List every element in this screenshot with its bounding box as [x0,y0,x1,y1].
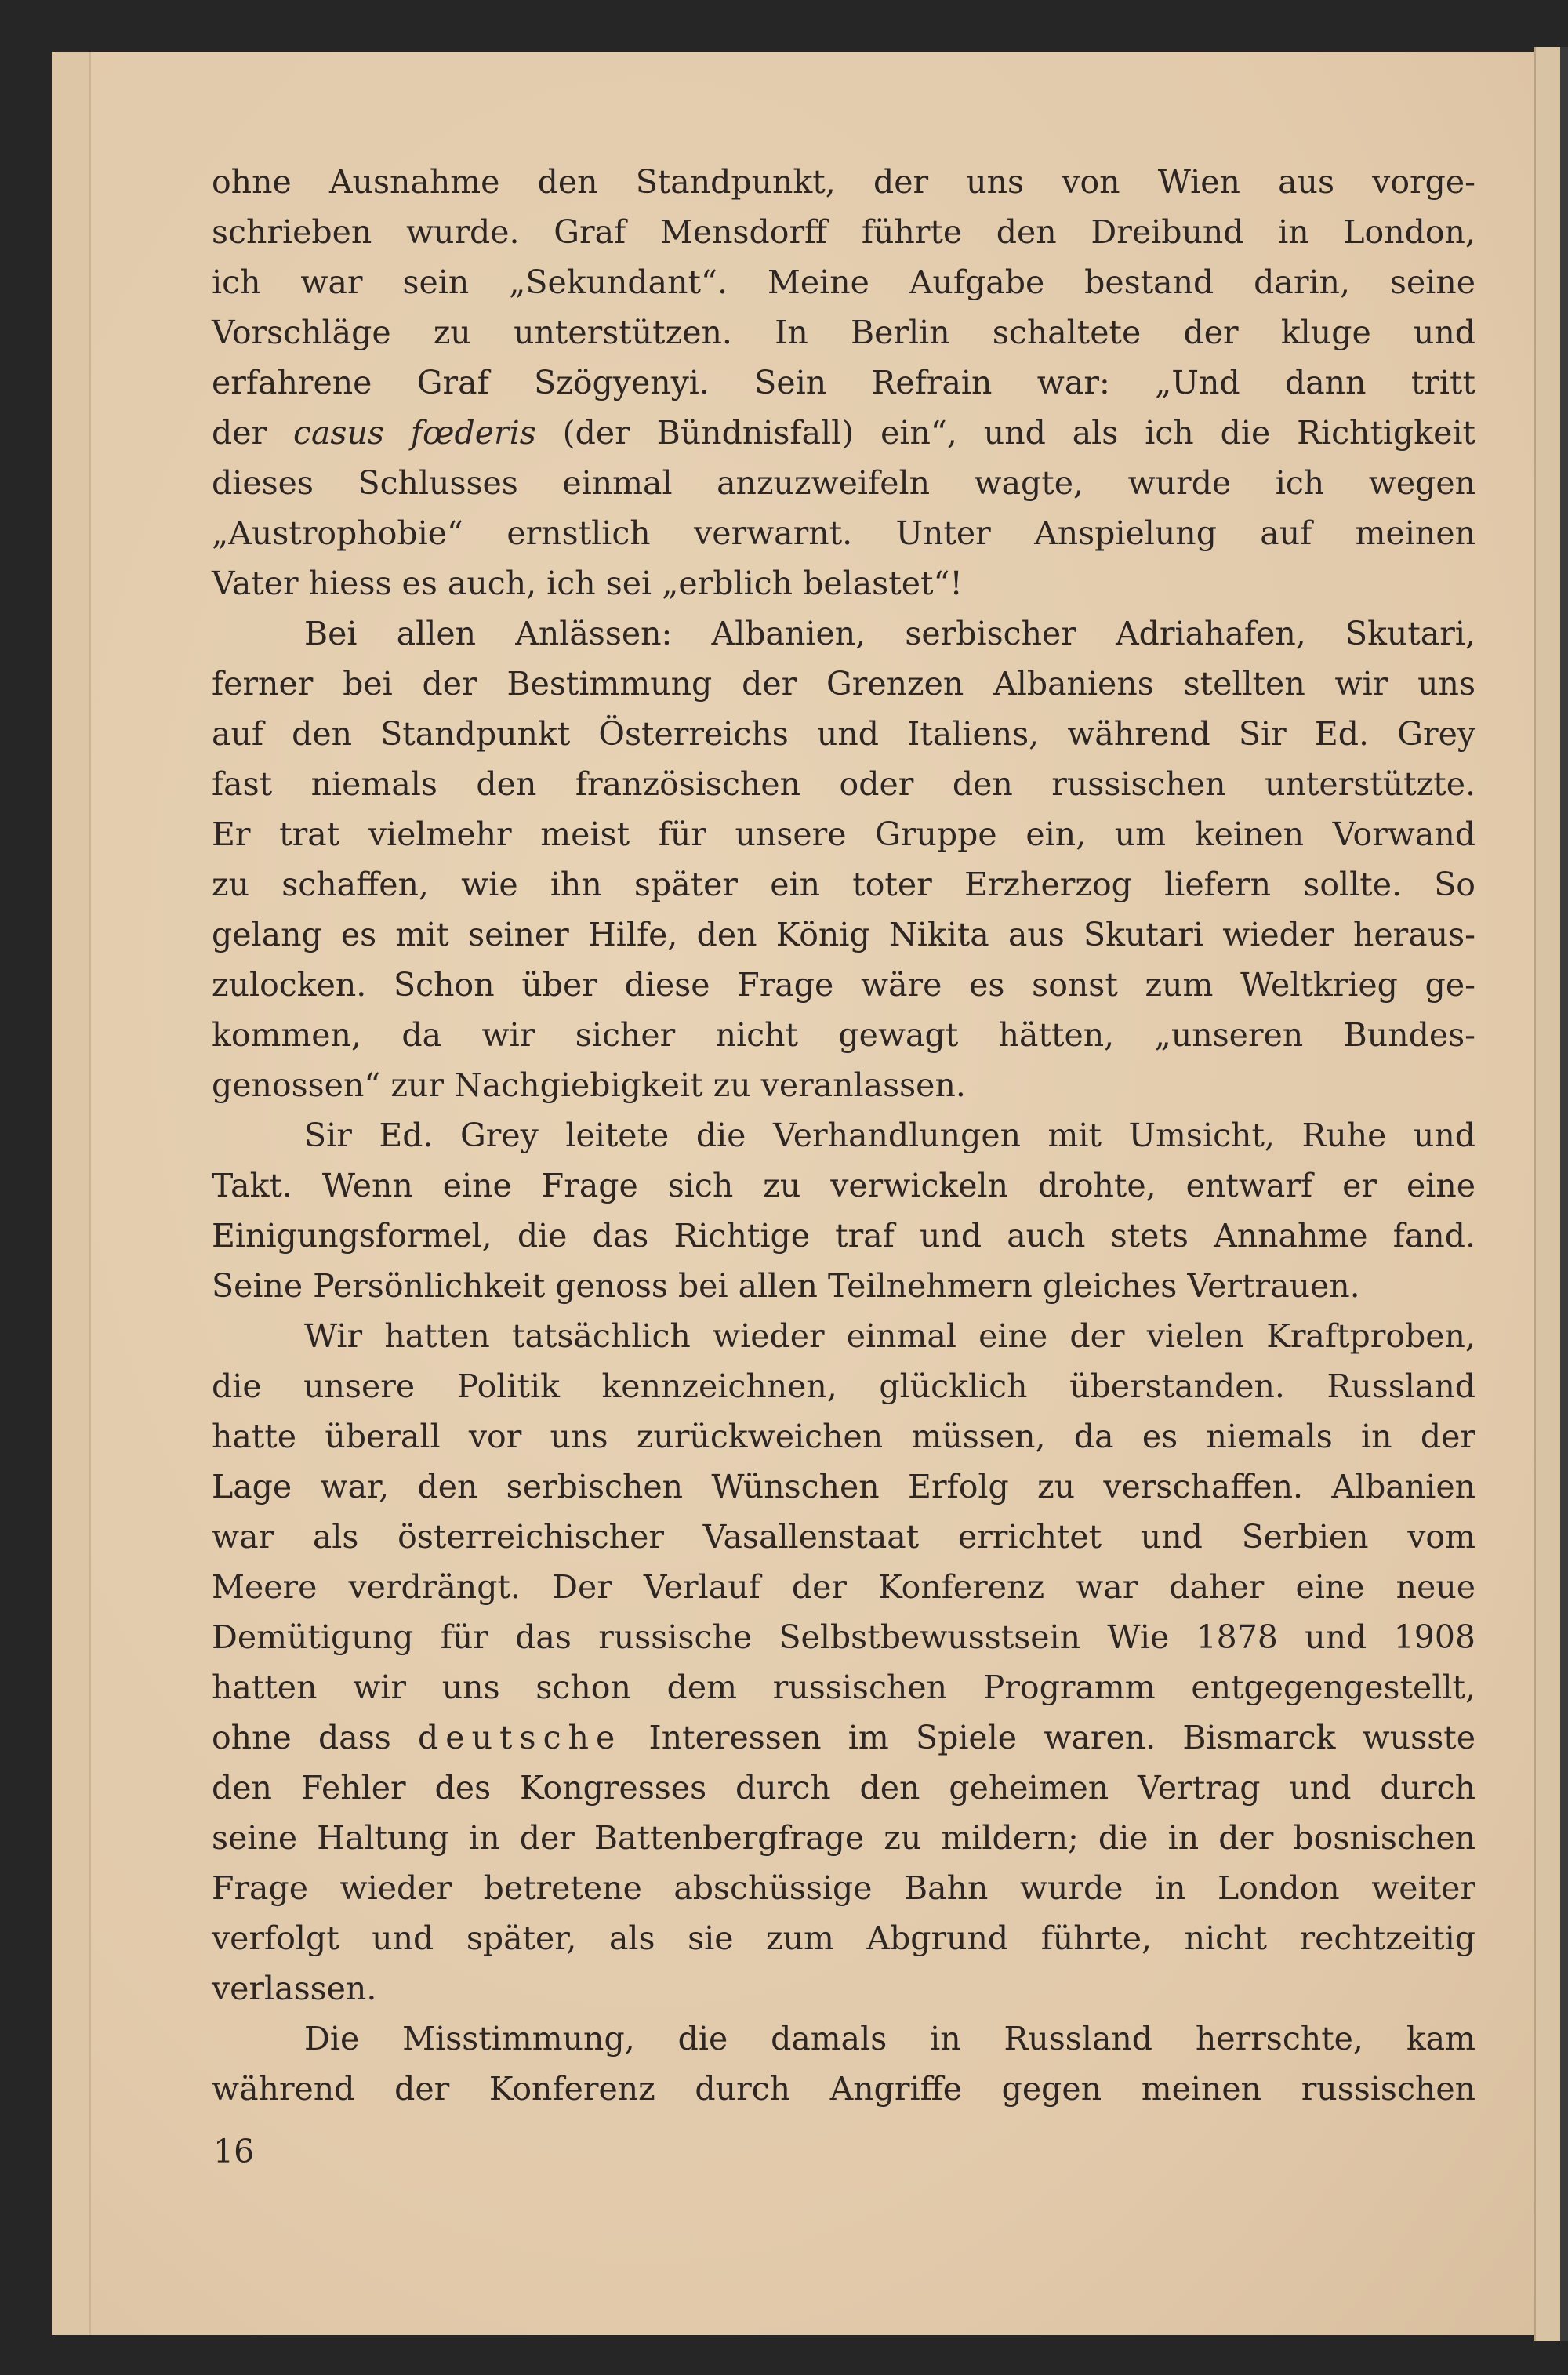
text-line: seine Haltung in der Battenbergfrage zu mildern; die in der bosnischen [212,1819,1475,1857]
text-line: fast niemals den französischen oder den russischen unterstützte. [212,765,1475,803]
text-line: hatte überall vor uns zurückweichen müssen, da es niemals in der [212,1418,1475,1455]
page-edge [1534,47,1563,2341]
text-segment: Interessen im Spiele waren. Bismarck wusste [622,1719,1475,1756]
page-gutter [52,52,91,2335]
text-line: schrieben wurde. Graf Mensdorff führte den Dreibund in London, [212,213,1475,251]
text-line: verfolgt und später, als sie zum Abgrund führte, nicht rechtzeitig [212,1919,1475,1957]
text-line: auf den Standpunkt Österreichs und Italiens, während Sir Ed. Grey [212,715,1475,753]
text-line [212,1712,1475,1763]
text-line: ferner bei der Bestimmung der Grenzen Albaniens stellten wir uns [212,665,1475,703]
text-line: Die Misstimmung, die damals in Russland herrschte, kam [304,2020,1475,2057]
text-line: genossen“ zur Nachgiebigkeit zu veranlassen. [212,1066,966,1104]
text-line: Frage wieder betretene abschüssige Bahn wurde in London weiter [212,1869,1475,1907]
text-line: Sir Ed. Grey leitete die Verhandlungen mit Umsicht, Ruhe und [304,1117,1475,1154]
text-line: gelang es mit seiner Hilfe, den König Nikita aus Skutari wieder heraus- [212,916,1475,953]
text-line: während der Konferenz durch Angriffe gegen meinen russischen [212,2070,1475,2108]
text-segment: der [212,414,293,452]
text-segment: ohne dass [212,1719,419,1756]
text-line: Einigungsformel, die das Richtige traf und auch stets Annahme fand. [212,1217,1475,1255]
text-line: den Fehler des Kongresses durch den geheimen Vertrag und durch [212,1769,1475,1807]
text-line: ich war sein „Sekundant“. Meine Aufgabe bestand darin, seine [212,263,1475,301]
text-line: die unsere Politik kennzeichnen, glücklich überstanden. Russland [212,1367,1475,1405]
text-line: Lage war, den serbischen Wünschen Erfolg zu verschaffen. Albanien [212,1468,1475,1505]
paragraph [212,608,1475,1110]
paragraph [212,1311,1475,2014]
text-line: Takt. Wenn eine Frage sich zu verwickeln drohte, entwarf er eine [212,1167,1475,1204]
text-line: Er trat vielmehr meist für unsere Gruppe ein, um keinen Vorwand [212,815,1475,853]
paragraph [212,157,1475,608]
text-line: Seine Persönlichkeit genoss bei allen Teilnehmern gleiches Vertrauen. [212,1267,1360,1305]
text-line: Demütigung für das russische Selbstbewusstsein Wie 1878 und 1908 [212,1618,1475,1656]
text-line: dieses Schlusses einmal anzuzweifeln wagte, wurde ich wegen [212,464,1475,502]
text-line: hatten wir uns schon dem russischen Programm entgegengestellt, [212,1669,1475,1706]
paragraph [212,2014,1475,2114]
text-line: zulocken. Schon über diese Frage wäre es sonst zum Weltkrieg ge- [212,966,1475,1004]
text-line [212,408,1475,458]
spaced-emphasis-text: deutsche [418,1719,622,1756]
scan-border [1560,47,1568,2341]
text-line: Vater hiess es auch, ich sei „erblich belastet“! [212,565,963,602]
page-number: 16 [213,2133,255,2170]
text-line: Bei allen Anlässen: Albanien, serbischer Adriahafen, Skutari, [304,615,1475,652]
text-line: Vorschläge zu unterstützen. In Berlin schaltete der kluge und [212,314,1475,351]
text-line: erfahrene Graf Szögyenyi. Sein Refrain war: „Und dann tritt [212,364,1475,401]
text-segment: (der Bündnisfall) ein“, und als ich die Richtigkeit [535,414,1475,452]
italic-text: casus fœderis [293,414,536,452]
text-line: Meere verdrängt. Der Verlauf der Konferenz war daher eine neue [212,1568,1475,1606]
body-text [212,157,1475,2114]
text-line: zu schaffen, wie ihn später ein toter Erzherzog liefern sollte. So [212,866,1475,903]
text-line: kommen, da wir sicher nicht gewagt hätten, „unseren Bundes- [212,1016,1475,1054]
text-line: „Austrophobie“ ernstlich verwarnt. Unter Anspielung auf meinen [212,514,1475,552]
text-line: Wir hatten tatsächlich wieder einmal eine der vielen Kraftproben, [304,1317,1475,1355]
paragraph [212,1110,1475,1311]
text-line: war als österreichischer Vasallenstaat errichtet und Serbien vom [212,1518,1475,1556]
text-line: verlassen. [212,1970,377,2007]
text-line: ohne Ausnahme den Standpunkt, der uns von Wien aus vorge- [212,163,1475,201]
